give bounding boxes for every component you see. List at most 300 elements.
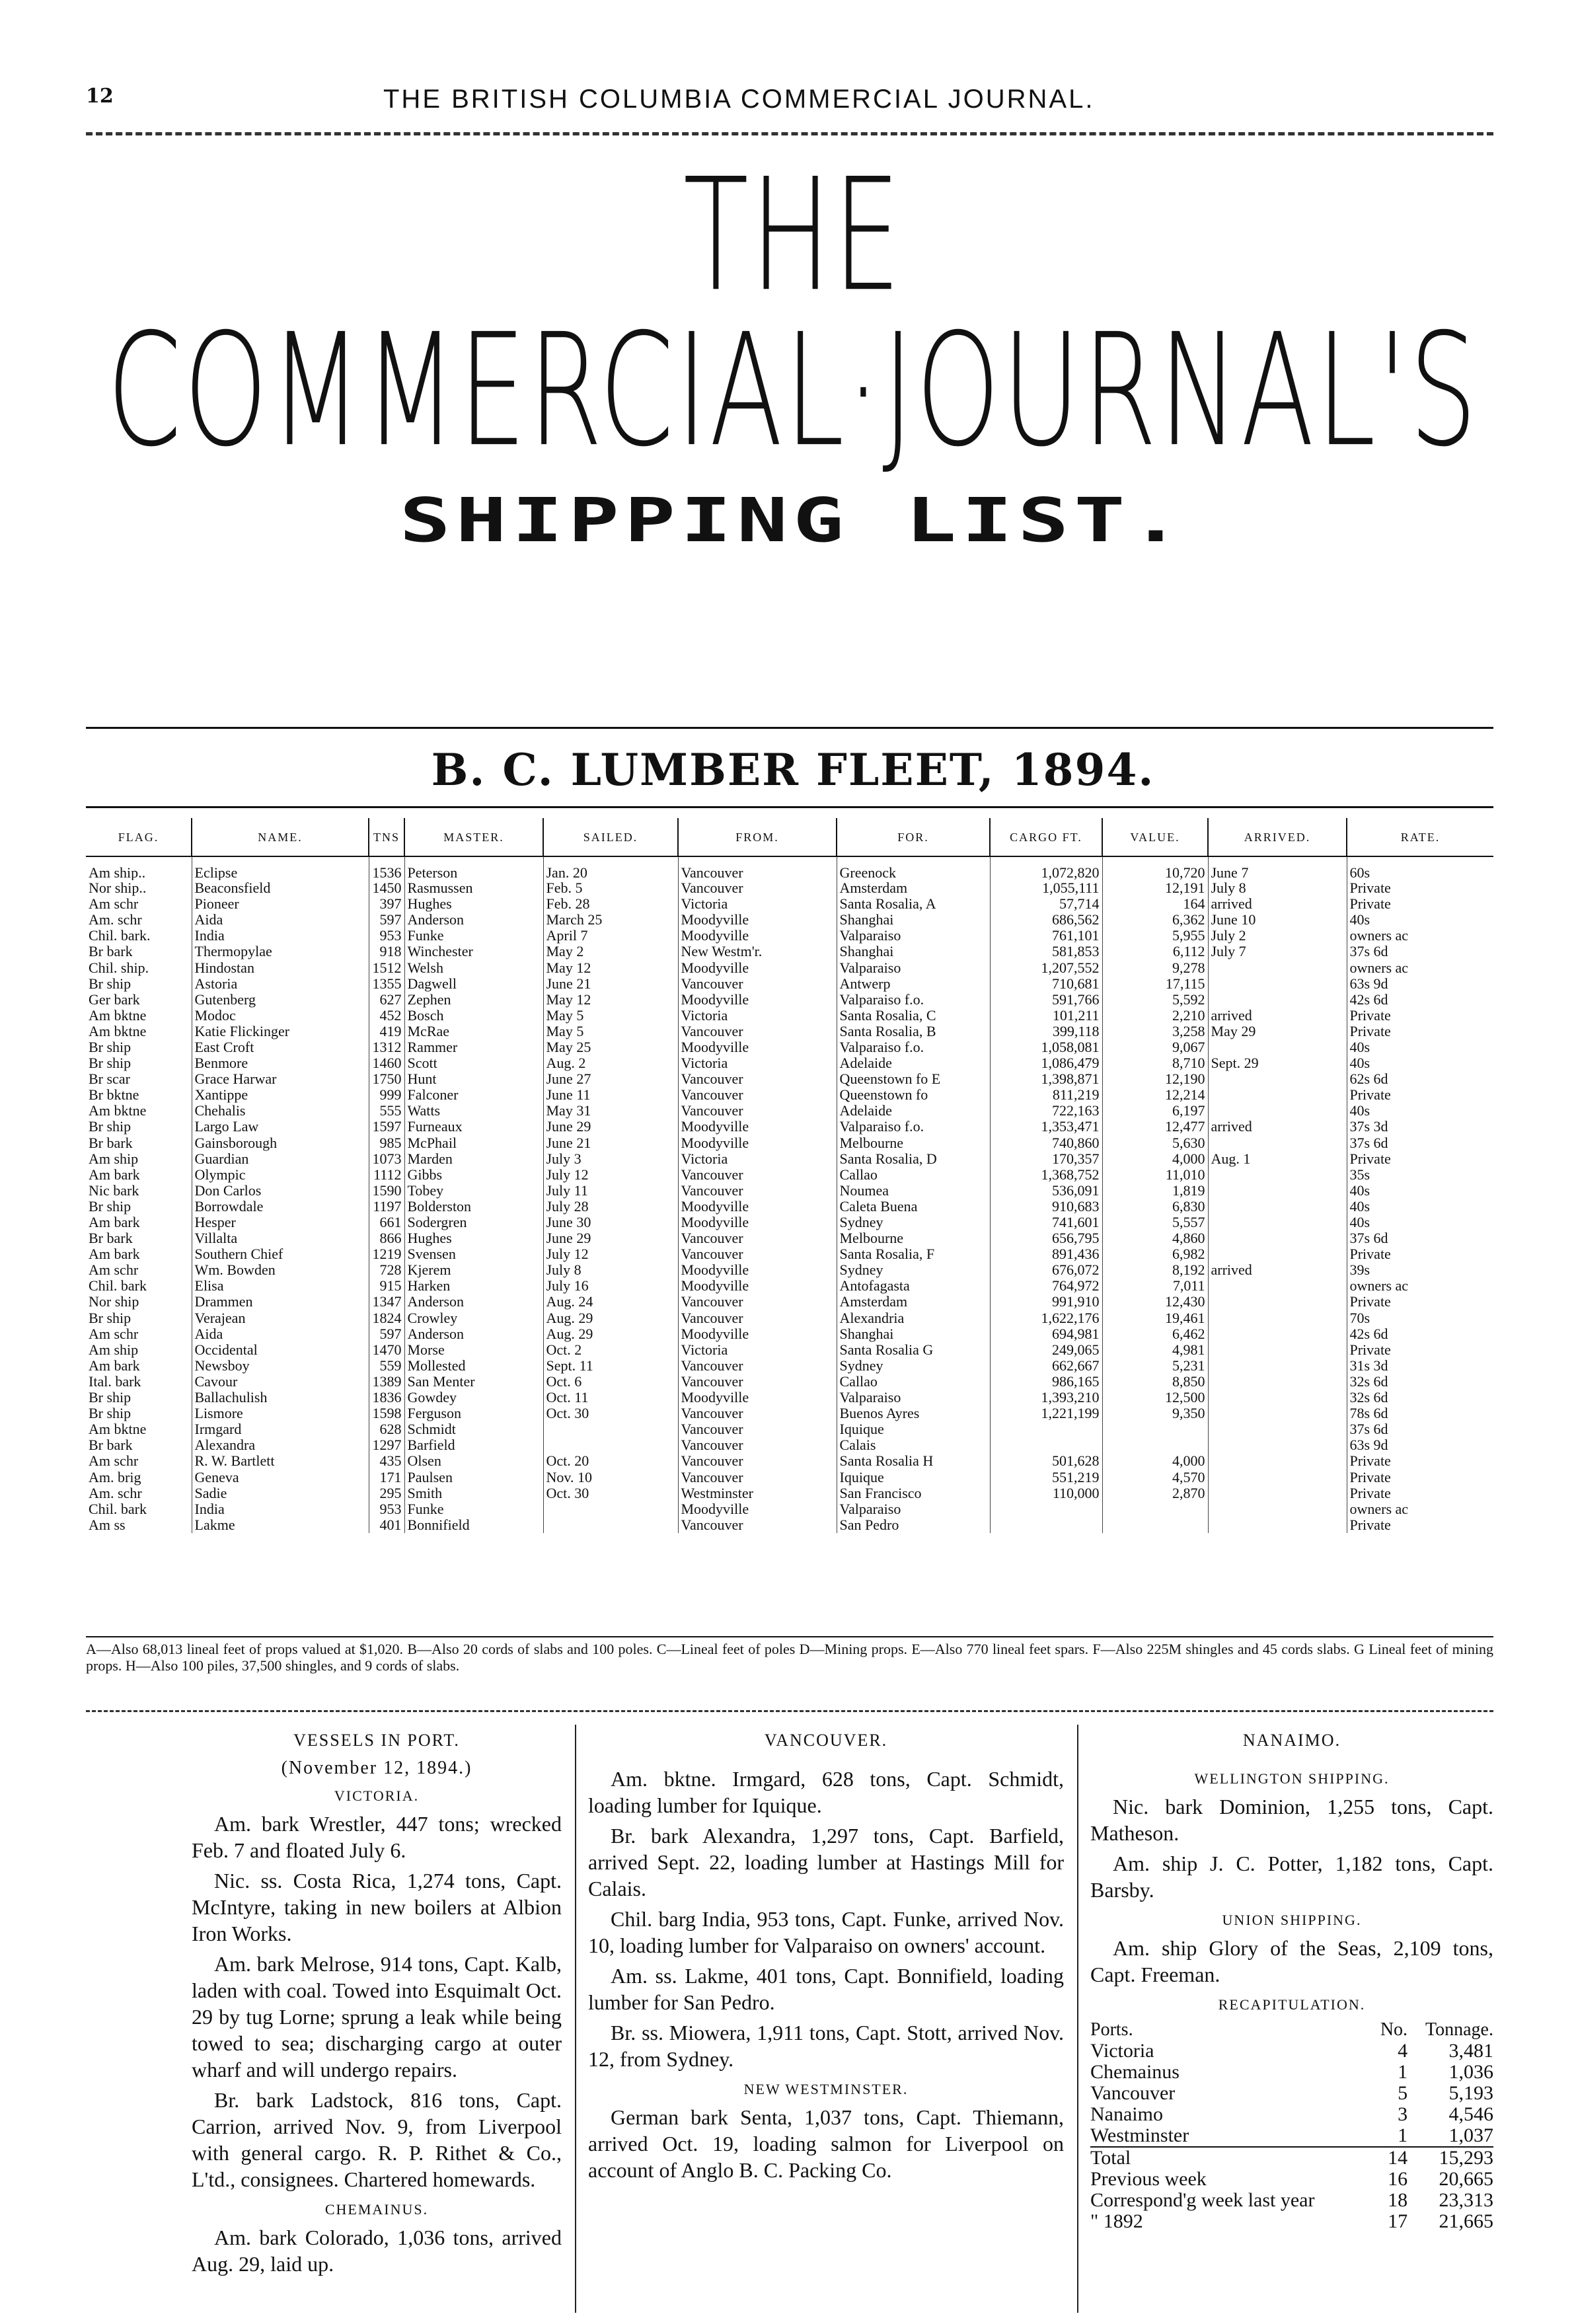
table-cell: 811,219: [990, 1087, 1102, 1103]
table-cell: Iquique: [837, 1421, 990, 1437]
list-item: Br. bark Ladstock, 816 tons, Capt. Carrion, arrived Nov. 9, from Liverpool with general cargo. R. P. Rithet & Co., L'td., consignees. Chartered homewards.: [192, 2088, 562, 2191]
table-cell: 435: [369, 1453, 404, 1469]
table-cell: Br bark: [89, 1135, 133, 1151]
table-row: [86, 1215, 1493, 1230]
table-cell: [1208, 1437, 1347, 1453]
table-row: [86, 1167, 1493, 1183]
table-cell: Callao: [837, 1167, 990, 1183]
table-cell: Br ship: [89, 1406, 131, 1422]
table-cell: Private: [1347, 1469, 1493, 1485]
table-cell: June 29: [543, 1119, 678, 1135]
table-cell: Rammer: [404, 1039, 543, 1055]
table-cell: 42s 6d: [1347, 992, 1493, 1008]
table-cell: San Pedro: [837, 1517, 990, 1533]
table-cell: 1836: [369, 1390, 404, 1406]
table-cell: Modoc: [192, 1008, 369, 1024]
table-cell: [1208, 1469, 1347, 1485]
table-cell: 12,477: [1102, 1119, 1208, 1135]
table-row: [86, 1294, 1493, 1310]
fleet-column-header: FROM.: [678, 818, 837, 856]
table-cell: Westminster: [678, 1485, 837, 1501]
table-row: [86, 1374, 1493, 1390]
table-cell: Caleta Buena: [837, 1199, 990, 1215]
table-row: [86, 1421, 1493, 1437]
table-cell: July 8: [543, 1262, 678, 1278]
table-cell: 5,557: [1102, 1215, 1208, 1230]
table-cell: 4,546: [1448, 2103, 1493, 2125]
table-cell: 656,795: [990, 1230, 1102, 1246]
table-row: [86, 1358, 1493, 1374]
table-cell: Br ship: [89, 1055, 131, 1072]
table-cell: 1112: [369, 1167, 404, 1183]
table-cell: Zephen: [404, 992, 543, 1008]
table-cell: Shanghai: [837, 944, 990, 959]
table-cell: Br bktne: [89, 1087, 139, 1104]
table-cell: Moodyville: [678, 1119, 837, 1135]
table-cell: 35s: [1347, 1167, 1493, 1183]
recapitulation-table: [1090, 2019, 1493, 2232]
table-cell: 6,982: [1102, 1246, 1208, 1262]
list-item: Am. ship J. C. Potter, 1,182 tons, Capt. Barsby.: [1090, 1852, 1493, 1902]
table-cell: 953: [369, 1501, 404, 1517]
table-cell: 4,000: [1102, 1151, 1208, 1167]
table-cell: Total: [1090, 2147, 1373, 2169]
vessels-in-port-title: VESSELS IN PORT.: [293, 1731, 460, 1750]
list-item: Am. bark Wrestler, 447 tons; wrecked Feb. 7 and floated July 6.: [192, 1812, 562, 1862]
table-cell: Calais: [837, 1437, 990, 1453]
table-cell: Winchester: [404, 944, 543, 959]
table-cell: Buenos Ayres: [837, 1406, 990, 1421]
table-cell: 1,393,210: [990, 1390, 1102, 1406]
journal-name: THE BRITISH COLUMBIA COMMERCIAL JOURNAL.: [383, 85, 1095, 114]
table-cell: Noumea: [837, 1183, 990, 1199]
table-cell: Valparaiso f.o.: [837, 992, 990, 1008]
table-cell: Astoria: [192, 976, 369, 992]
table-cell: Gainsborough: [192, 1135, 369, 1151]
table-cell: [1102, 1437, 1208, 1453]
table-cell: Br ship: [89, 975, 131, 992]
table-cell: 722,163: [990, 1103, 1102, 1119]
table-row: [86, 944, 1493, 959]
table-cell: Melbourne: [837, 1230, 990, 1246]
table-cell: Amsterdam: [837, 880, 990, 896]
table-cell: 170,357: [990, 1151, 1102, 1167]
table-cell: 6,362: [1102, 912, 1208, 928]
table-cell: Santa Rosalia, B: [837, 1024, 990, 1039]
table-cell: 12,500: [1102, 1390, 1208, 1406]
table-cell: Moodyville: [678, 1199, 837, 1215]
table-cell: 8,710: [1102, 1055, 1208, 1071]
table-cell: [1208, 1485, 1347, 1501]
table-cell: Alexandra: [192, 1437, 369, 1453]
vessels-in-port-column: [192, 1727, 562, 2281]
table-cell: Private: [1347, 1485, 1493, 1501]
table-row: [86, 1437, 1493, 1453]
table-cell: Newsboy: [192, 1358, 369, 1374]
table-cell: 110,000: [990, 1485, 1102, 1501]
table-row: [86, 1008, 1493, 1024]
table-cell: 1536: [369, 856, 404, 880]
table-cell: Largo Law: [192, 1119, 369, 1135]
table-cell: Marden: [404, 1151, 543, 1167]
wellington-items: [1090, 1793, 1493, 1903]
table-cell: Am. schr: [89, 912, 142, 928]
table-cell: Moodyville: [678, 992, 837, 1008]
table-cell: [1208, 1310, 1347, 1326]
table-row: [86, 1103, 1493, 1119]
table-cell: Br ship: [89, 1198, 131, 1215]
table-cell: Ger bark: [89, 991, 140, 1008]
table-cell: June 29: [543, 1230, 678, 1246]
table-cell: Private: [1347, 1151, 1493, 1167]
table-cell: Am bark: [89, 1214, 140, 1231]
table-rule: [86, 1636, 1493, 1637]
table-cell: [1208, 1199, 1347, 1215]
table-cell: Private: [1347, 1453, 1493, 1469]
table-cell: July 28: [543, 1199, 678, 1215]
table-cell: 740,860: [990, 1135, 1102, 1151]
table-row: [86, 1135, 1493, 1151]
table-cell: 12,214: [1102, 1087, 1208, 1103]
table-cell: Anderson: [404, 1326, 543, 1342]
table-cell: Chil. bark: [89, 1278, 147, 1294]
table-row: [86, 1262, 1493, 1278]
table-cell: Valparaiso: [837, 1390, 990, 1406]
table-cell: Mollested: [404, 1358, 543, 1374]
table-cell: June 30: [543, 1215, 678, 1230]
table-cell: 452: [369, 1008, 404, 1024]
table-cell: June 10: [1208, 912, 1347, 928]
table-cell: [1208, 976, 1347, 992]
table-cell: Callao: [837, 1374, 990, 1390]
column-divider: [575, 1725, 576, 2313]
table-cell: Geneva: [192, 1469, 369, 1485]
table-row: [1090, 2125, 1493, 2147]
table-cell: Private: [1347, 1024, 1493, 1039]
column-divider: [1077, 1725, 1078, 2313]
table-cell: 40s: [1347, 1103, 1493, 1119]
table-cell: Moodyville: [678, 1215, 837, 1230]
table-cell: Oct. 30: [543, 1485, 678, 1501]
table-cell: Aida: [192, 912, 369, 928]
table-cell: arrived: [1208, 1008, 1347, 1024]
table-cell: Bosch: [404, 1008, 543, 1024]
vessels-in-port-date: (November 12, 1894.): [281, 1758, 472, 1778]
table-cell: Moodyville: [678, 1039, 837, 1055]
list-item: Am. bktne. Irmgard, 628 tons, Capt. Schmidt, loading lumber for Iquique.: [588, 1767, 1064, 1817]
table-cell: 18: [1388, 2189, 1408, 2211]
table-cell: Vancouver: [678, 1517, 837, 1533]
section-title: SHIPPING LIST.: [399, 485, 1187, 556]
table-cell: [1208, 1087, 1347, 1103]
table-cell: Am schr: [89, 1326, 139, 1342]
section-rule-bottom: [86, 806, 1493, 808]
table-cell: [1102, 1501, 1208, 1517]
table-cell: 1,353,471: [990, 1119, 1102, 1135]
table-cell: Adelaide: [837, 1055, 990, 1071]
table-cell: Aida: [192, 1326, 369, 1342]
table-cell: Moodyville: [678, 1278, 837, 1294]
table-cell: Bonnifield: [404, 1517, 543, 1533]
table-cell: Funke: [404, 928, 543, 944]
fleet-column-header: RATE.: [1347, 818, 1493, 856]
table-cell: 101,211: [990, 1008, 1102, 1024]
table-cell: Br ship: [89, 1310, 131, 1326]
table-cell: 551,219: [990, 1469, 1102, 1485]
table-cell: Br scar: [89, 1071, 130, 1088]
table-cell: July 7: [1208, 944, 1347, 959]
table-cell: Valparaiso: [837, 1501, 990, 1517]
table-cell: [1208, 1039, 1347, 1055]
table-cell: 866: [369, 1230, 404, 1246]
table-cell: 4,860: [1102, 1230, 1208, 1246]
table-cell: Aug. 29: [543, 1326, 678, 1342]
table-cell: [1102, 1517, 1208, 1533]
table-cell: Bolderston: [404, 1199, 543, 1215]
table-cell: Vancouver: [678, 856, 837, 880]
table-cell: 1470: [369, 1342, 404, 1358]
table-cell: 3,258: [1102, 1024, 1208, 1039]
table-cell: 6,112: [1102, 944, 1208, 959]
table-cell: Antwerp: [837, 976, 990, 992]
table-cell: Smith: [404, 1485, 543, 1501]
table-cell: 1,055,111: [990, 880, 1102, 896]
table-cell: " 1892: [1090, 2210, 1143, 2232]
table-cell: 559: [369, 1358, 404, 1374]
recap-header-row: [1090, 2019, 1493, 2041]
table-cell: Moodyville: [678, 1326, 837, 1342]
table-cell: East Croft: [192, 1039, 369, 1055]
table-cell: Santa Rosalia G: [837, 1342, 990, 1358]
table-cell: Peterson: [404, 856, 543, 880]
table-cell: 597: [369, 912, 404, 928]
table-cell: Hughes: [404, 896, 543, 912]
table-row: [86, 912, 1493, 928]
table-cell: Eclipse: [192, 856, 369, 880]
table-row: [86, 1469, 1493, 1485]
table-row: [86, 1183, 1493, 1199]
table-cell: Lakme: [192, 1517, 369, 1533]
table-row: [86, 1230, 1493, 1246]
table-cell: Verajean: [192, 1310, 369, 1326]
header-rule: [86, 132, 1493, 135]
list-item: German bark Senta, 1,037 tons, Capt. Thiemann, arrived Oct. 19, loading salmon for Liverpool on account of Anglo B. C. Packing Co.: [588, 2105, 1064, 2182]
table-cell: July 11: [543, 1183, 678, 1199]
table-cell: 39s: [1347, 1262, 1493, 1278]
table-cell: Santa Rosalia, F: [837, 1246, 990, 1262]
table-cell: Valparaiso f.o.: [837, 1119, 990, 1135]
table-cell: 918: [369, 944, 404, 959]
table-cell: Santa Rosalia, D: [837, 1151, 990, 1167]
table-row: [86, 1199, 1493, 1215]
table-cell: 37s 6d: [1347, 1230, 1493, 1246]
table-cell: Funke: [404, 1501, 543, 1517]
table-cell: 37s 6d: [1347, 944, 1493, 959]
table-cell: Am ss: [89, 1517, 126, 1533]
table-cell: [543, 1501, 678, 1517]
table-cell: 1,207,552: [990, 959, 1102, 975]
table-row: [1090, 2211, 1493, 2232]
table-cell: Victoria: [678, 1055, 837, 1071]
fleet-column-header: FLAG.: [118, 830, 159, 844]
table-row: [86, 1278, 1493, 1294]
table-cell: Am ship: [89, 1150, 139, 1167]
fleet-column-header: SAILED.: [543, 818, 678, 856]
nanaimo-column: [1090, 1727, 1493, 2232]
table-cell: Oct. 6: [543, 1374, 678, 1390]
section-rule-top: [86, 727, 1493, 729]
table-cell: 1,036: [1448, 2061, 1493, 2083]
table-cell: 6,197: [1102, 1103, 1208, 1119]
running-head: [86, 85, 1500, 124]
table-cell: 1355: [369, 976, 404, 992]
table-cell: 1347: [369, 1294, 404, 1310]
victoria-items: [192, 1811, 562, 2193]
table-cell: 501,628: [990, 1453, 1102, 1469]
table-cell: [1208, 1390, 1347, 1406]
table-cell: Rasmussen: [404, 880, 543, 896]
table-cell: Drammen: [192, 1294, 369, 1310]
table-cell: Am. brig: [89, 1469, 141, 1485]
table-cell: Moodyville: [678, 928, 837, 944]
fleet-column-header: TNS: [369, 818, 404, 856]
table-cell: 5,193: [1448, 2082, 1493, 2104]
masthead-title: THE COMMERCIAL·JOURNAL'S: [106, 146, 1480, 482]
vancouver-title: VANCOUVER.: [764, 1731, 888, 1750]
list-item: Br. ss. Miowera, 1,911 tons, Capt. Stott, arrived Nov. 12, from Sydney.: [588, 2021, 1064, 2071]
table-cell: 1,368,752: [990, 1167, 1102, 1183]
table-cell: 4,000: [1102, 1453, 1208, 1469]
list-item: Br. bark Alexandra, 1,297 tons, Capt. Barfield, arrived Sept. 22, loading lumber at Hastings Mill for Calais.: [588, 1824, 1064, 1900]
table-cell: Moodyville: [678, 1501, 837, 1517]
table-cell: Am bktne: [89, 1421, 147, 1438]
table-cell: 32s 6d: [1347, 1390, 1493, 1406]
table-cell: 31s 3d: [1347, 1358, 1493, 1374]
table-cell: Vancouver: [678, 1374, 837, 1390]
table-cell: Hughes: [404, 1230, 543, 1246]
table-cell: Melbourne: [837, 1135, 990, 1151]
table-cell: [1208, 1453, 1347, 1469]
table-cell: Ital. bark: [89, 1373, 141, 1390]
list-item: Chil. barg India, 953 tons, Capt. Funke, arrived Nov. 10, loading lumber for Valparaiso on owners' account.: [588, 1907, 1064, 1957]
table-cell: 1460: [369, 1055, 404, 1071]
table-cell: 1,622,176: [990, 1310, 1102, 1326]
table-cell: Schmidt: [404, 1421, 543, 1437]
table-cell: 581,853: [990, 944, 1102, 959]
table-row: [86, 896, 1493, 912]
table-cell: San Francisco: [837, 1485, 990, 1501]
table-cell: 63s 9d: [1347, 1437, 1493, 1453]
table-cell: Am bktne: [89, 1007, 147, 1024]
table-row: [1090, 2104, 1493, 2125]
table-cell: Thermopylae: [192, 944, 369, 959]
table-cell: [1208, 1135, 1347, 1151]
table-cell: Private: [1347, 1246, 1493, 1262]
table-cell: 57,714: [990, 896, 1102, 912]
table-cell: 661: [369, 1215, 404, 1230]
table-cell: Sydney: [837, 1262, 990, 1278]
list-item: Am. bark Melrose, 914 tons, Capt. Kalb, laden with coal. Towed into Esquimalt Oct. 29 by tug Lorne; sprung a leak while being towed to sea; discharging cargo at outer wharf and will undergo repairs.: [192, 1952, 562, 2081]
new-westminster-items: [588, 2104, 1064, 2183]
table-cell: [1208, 992, 1347, 1008]
chemainus-items: [192, 2224, 562, 2277]
table-cell: Nor ship..: [89, 880, 147, 897]
table-cell: Feb. 5: [543, 880, 678, 896]
table-cell: Antofagasta: [837, 1278, 990, 1294]
table-cell: Vancouver: [678, 1294, 837, 1310]
table-cell: Private: [1347, 1517, 1493, 1533]
table-cell: 1297: [369, 1437, 404, 1453]
table-cell: 3,481: [1448, 2040, 1493, 2062]
table-cell: Private: [1347, 880, 1493, 896]
table-cell: Alexandria: [837, 1310, 990, 1326]
table-row: [86, 1406, 1493, 1421]
table-cell: Vancouver: [678, 1167, 837, 1183]
table-cell: Br bark: [89, 944, 133, 960]
table-cell: 419: [369, 1024, 404, 1039]
table-cell: [1208, 1071, 1347, 1087]
table-cell: Barfield: [404, 1437, 543, 1453]
list-item: Am. ss. Lakme, 401 tons, Capt. Bonnifield, loading lumber for San Pedro.: [588, 1964, 1064, 2014]
table-cell: Private: [1347, 1087, 1493, 1103]
table-cell: Moodyville: [678, 1390, 837, 1406]
table-row: [86, 1039, 1493, 1055]
table-cell: Aug. 2: [543, 1055, 678, 1071]
table-cell: Moodyville: [678, 1262, 837, 1278]
table-cell: San Menter: [404, 1374, 543, 1390]
union-heading: UNION SHIPPING.: [1222, 1912, 1362, 1928]
nanaimo-title: NANAIMO.: [1242, 1731, 1341, 1750]
fleet-column-header: MASTER.: [404, 818, 543, 856]
table-cell: July 2: [1208, 928, 1347, 944]
table-cell: Tobey: [404, 1183, 543, 1199]
table-cell: [1208, 1342, 1347, 1358]
table-cell: Iquique: [837, 1469, 990, 1485]
table-cell: 397: [369, 896, 404, 912]
table-cell: Private: [1347, 896, 1493, 912]
table-cell: Irmgard: [192, 1421, 369, 1437]
table-cell: Victoria: [678, 1151, 837, 1167]
table-cell: Chehalis: [192, 1103, 369, 1119]
table-cell: Chemainus: [1090, 2061, 1180, 2083]
table-row: [86, 1517, 1493, 1533]
victoria-heading: VICTORIA.: [334, 1787, 420, 1804]
table-cell: Sydney: [837, 1358, 990, 1374]
table-cell: 11,010: [1102, 1167, 1208, 1183]
table-cell: 1,086,479: [990, 1055, 1102, 1071]
table-cell: Scott: [404, 1055, 543, 1071]
table-cell: 1597: [369, 1119, 404, 1135]
table-cell: 32s 6d: [1347, 1374, 1493, 1390]
table-cell: 40s: [1347, 1215, 1493, 1230]
table-cell: 17,115: [1102, 976, 1208, 992]
table-row: [86, 856, 1493, 880]
table-row: [1090, 2083, 1493, 2104]
table-cell: May 25: [543, 1039, 678, 1055]
table-cell: [1208, 1215, 1347, 1230]
table-row: [86, 1326, 1493, 1342]
recap-column-header: Tonnage.: [1425, 2019, 1493, 2040]
table-cell: Queenstown fo E: [837, 1071, 990, 1087]
table-cell: New Westm'r.: [678, 944, 837, 959]
table-cell: 1219: [369, 1246, 404, 1262]
table-cell: June 7: [1208, 856, 1347, 880]
table-cell: [1208, 1103, 1347, 1119]
table-cell: Welsh: [404, 959, 543, 975]
table-cell: [990, 1501, 1102, 1517]
table-cell: May 29: [1208, 1024, 1347, 1039]
table-cell: Am ship: [89, 1341, 139, 1358]
